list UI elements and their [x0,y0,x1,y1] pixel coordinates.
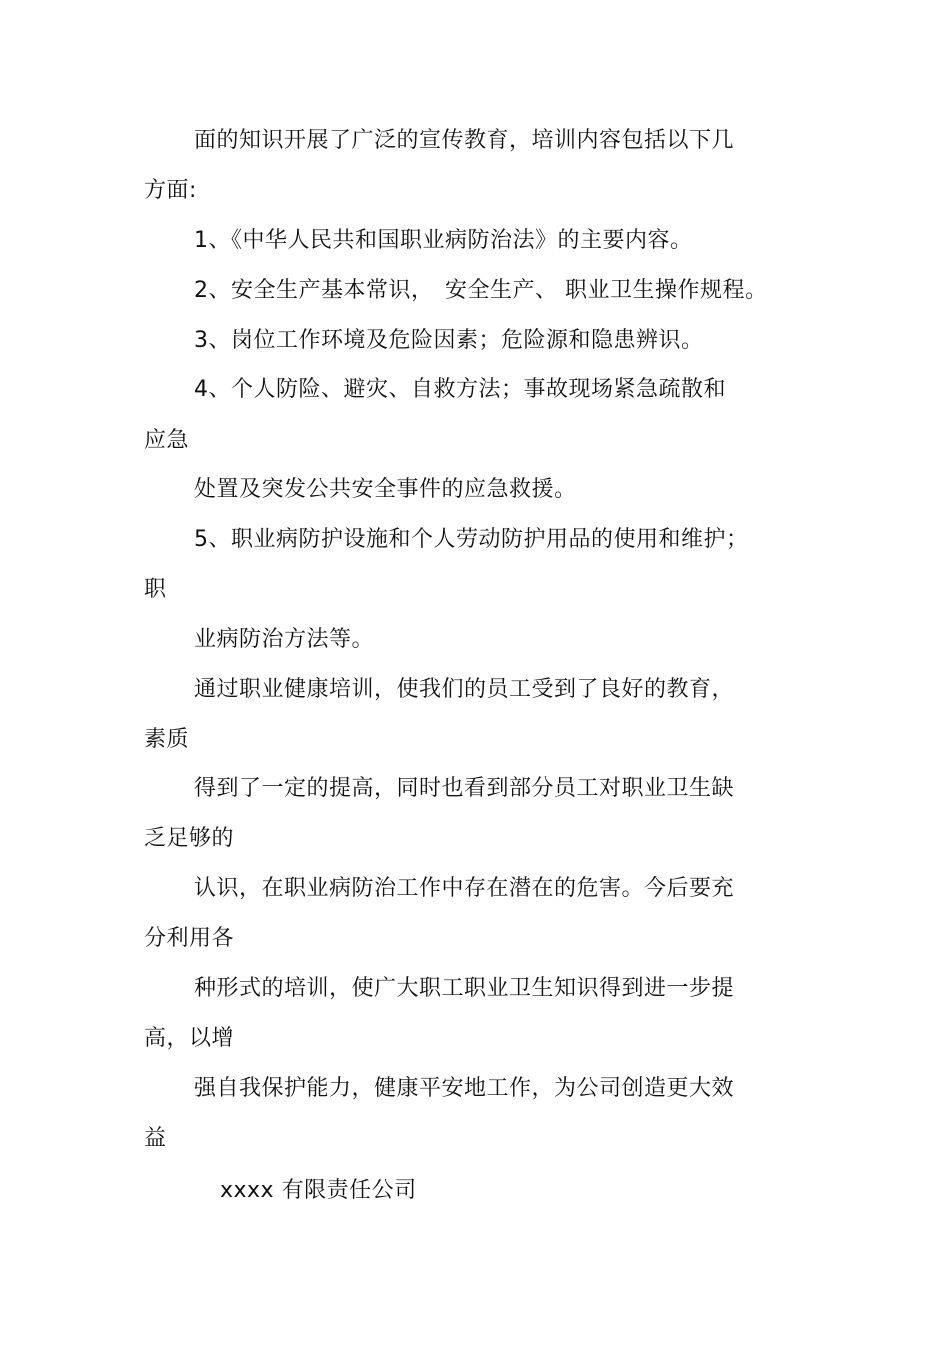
text-line: 种形式的培训，使广大职工职业卫生知识得到进一步提 [194,976,735,1001]
text-line: 业病防治方法等。 [194,627,375,652]
text-line: 分利用各 [144,926,235,951]
text-line: 处置及突发公共安全事件的应急救援。 [194,477,577,502]
text-line: 方面: [144,178,197,203]
list-item: 2、安全生产基本常识， 安全生产、 职业卫生操作规程。 [194,278,768,303]
list-item: 1、《中华人民共和国职业病防治法》的主要内容。 [194,228,693,253]
text-line: 乏足够的 [144,826,235,851]
text-line: 面的知识开展了广泛的宣传教育，培训内容包括以下几 [194,128,735,153]
text-line: 职 [144,577,167,602]
signature-company: xxxx 有限责任公司 [220,1178,417,1203]
list-item: 4、个人防险、避灾、自救方法；事故现场紧急疏散和 [194,377,726,402]
text-line: 认识，在职业病防治工作中存在潜在的危害。今后要充 [194,876,735,901]
text-line: 强自我保护能力，健康平安地工作，为公司创造更大效 [194,1076,735,1101]
text-line: 素质 [144,727,190,752]
text-line: 得到了一定的提高，同时也看到部分员工对职业卫生缺 [194,776,735,801]
list-item: 5、职业病防护设施和个人劳动防护用品的使用和维护； [194,527,749,552]
list-item: 3、岗位工作环境及危险因素；危险源和隐患辨识。 [194,328,704,353]
text-line: 应急 [144,428,190,453]
text-line: 通过职业健康培训，使我们的员工受到了良好的教育， [194,677,735,702]
text-line: 高，以增 [144,1026,235,1051]
text-line: 益 [144,1126,167,1151]
